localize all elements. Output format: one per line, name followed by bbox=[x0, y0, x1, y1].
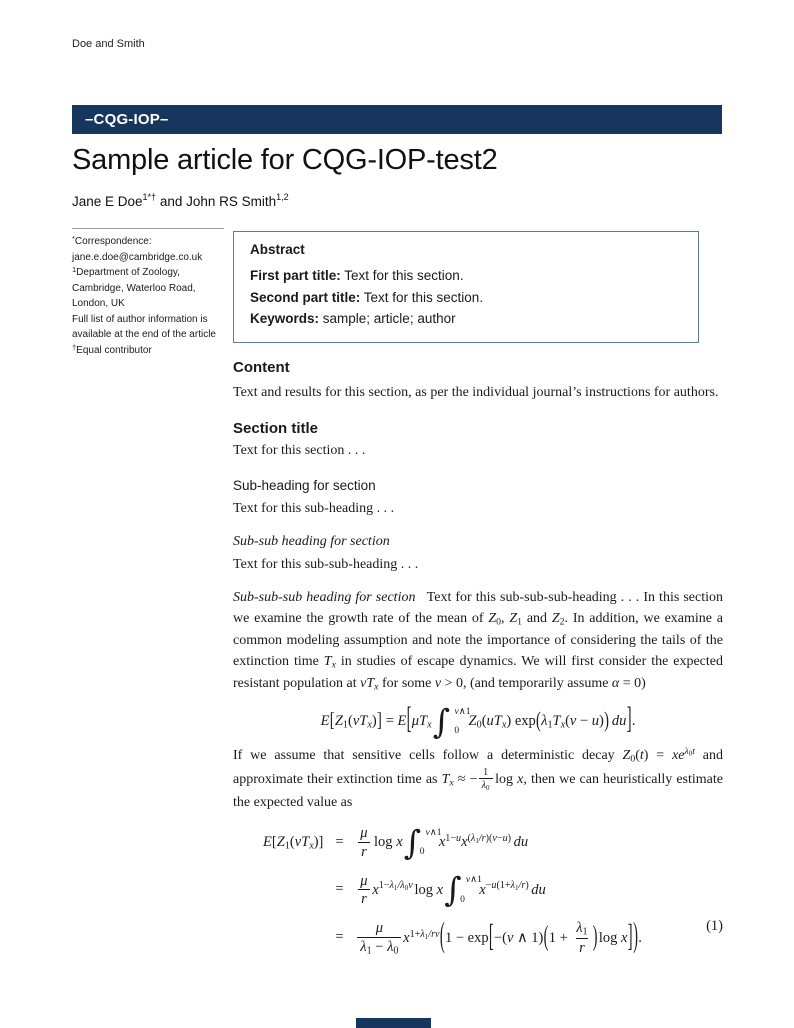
author-2-affiliation-marker: 1,2 bbox=[276, 192, 289, 202]
paragraph-heading4: Sub-sub-sub heading for section Text for this sub-sub-sub-heading . . . In this section we examine the growth rate of the mean of $Z_0$, $Z_1$ and $Z_2$. In addition, we examine a common modeling assumption and note the importance of considering the tails of the extinction time $T_x$ in studies of escape dynamics. We will first consider the expected resistant population at $vT_x$ for some v > 0, (and temporarily assume α = 0) bbox=[233, 589, 723, 693]
author-info-note: Full list of author information is bbox=[72, 313, 208, 325]
equal-contributor-note: †Equal contributor bbox=[72, 342, 152, 356]
subsection-paragraph: Text for this sub-heading . . . bbox=[233, 500, 395, 516]
page-indicator bbox=[356, 1018, 431, 1028]
equation-lhs: $E[Z_1(vT_x)]$ bbox=[263, 833, 324, 852]
paragraph-assume: If we assume that sensitive cells follow a deterministic decay $Z_0(t) = xe^{\lambda_0t}$ and approximate their extinction time as $T_x$ ≈ − $\frac{1}{\lambda_0}$ log x, then we can heuristically estimate the expected value as bbox=[233, 745, 723, 811]
author-1-name: Jane E Doe bbox=[72, 194, 143, 209]
journal-banner-label: –CQG-IOP– bbox=[85, 111, 169, 128]
correspondence-note bbox=[72, 228, 224, 358]
author-info-note: available at the end of the article bbox=[72, 329, 216, 340]
affiliation-line: $^1$Department of Zoology, bbox=[72, 265, 180, 278]
main-content bbox=[233, 359, 723, 957]
section-paragraph: Text for this section . . . bbox=[233, 443, 366, 458]
author-joiner: and bbox=[156, 194, 187, 209]
abstract-box bbox=[233, 231, 699, 343]
equals-sign: = bbox=[335, 929, 344, 946]
abstract-second-part: Second part title: Text for this section. bbox=[250, 289, 484, 305]
equation-row-1: $\frac{\mu}{r}$ log x ∫ v∧1 0 $x^{1-u}x^{(\lambda_1/r)(v-u)}$ du bbox=[356, 825, 723, 860]
abstract-title: Abstract bbox=[250, 242, 305, 257]
author-line bbox=[72, 192, 289, 209]
subsection-heading: Sub-heading for section bbox=[233, 478, 376, 493]
affiliation-line: Cambridge, Waterloo Road, bbox=[72, 282, 196, 294]
section-heading: Section title bbox=[233, 420, 319, 437]
correspondence-email: jane.e.doe@cambridge.co.uk bbox=[72, 251, 203, 263]
display-equation-unnumbered: $E[Z_1(vT_x)] = E[\mu T_x$ ∫ v∧1 0 $Z_0(uT_x) \exp(\lambda_1T_x(v - u))$ du]. bbox=[320, 701, 636, 741]
affiliation-line: London, UK bbox=[72, 298, 125, 309]
running-head: Doe and Smith bbox=[72, 38, 145, 50]
equals-sign: = bbox=[335, 833, 344, 850]
equation-number: (1) bbox=[706, 917, 723, 934]
correspondence-line: *Correspondence: bbox=[72, 234, 152, 247]
content-heading: Content bbox=[233, 359, 290, 376]
article-title: Sample article for CQG-IOP-test2 bbox=[72, 144, 498, 176]
subsubsection-paragraph: Text for this sub-sub-heading . . . bbox=[233, 556, 419, 572]
author-2-name: John RS Smith bbox=[186, 194, 277, 209]
abstract-keywords: Keywords: sample; article; author bbox=[250, 311, 456, 327]
display-equation-1 bbox=[233, 822, 723, 957]
equation-row-3: $\frac{\mu}{\lambda_1 - \lambda_0}$ $x^{1+\lambda_1/rv}(1 - \exp[-(v$ ∧ 1)(1 + $\frac{\lambda_1}{r}$ )log x]). bbox=[356, 920, 723, 957]
subsubsection-heading: Sub-sub heading for section bbox=[233, 533, 390, 549]
abstract-first-part: First part title: Text for this section. bbox=[250, 268, 464, 283]
equals-sign: = bbox=[335, 881, 344, 898]
author-1-affiliation-marker: 1*† bbox=[142, 192, 157, 202]
journal-banner bbox=[72, 105, 722, 134]
equation-row-2: $\frac{\mu}{r}$ $x^{1-\lambda_1/\lambda_0v}$ log x ∫ v∧1 0 $x^{-u(1+\lambda_1/r)}$ du bbox=[356, 873, 723, 908]
content-paragraph: Text and results for this section, as per the individual journal’s instructions for authors. bbox=[233, 385, 719, 400]
